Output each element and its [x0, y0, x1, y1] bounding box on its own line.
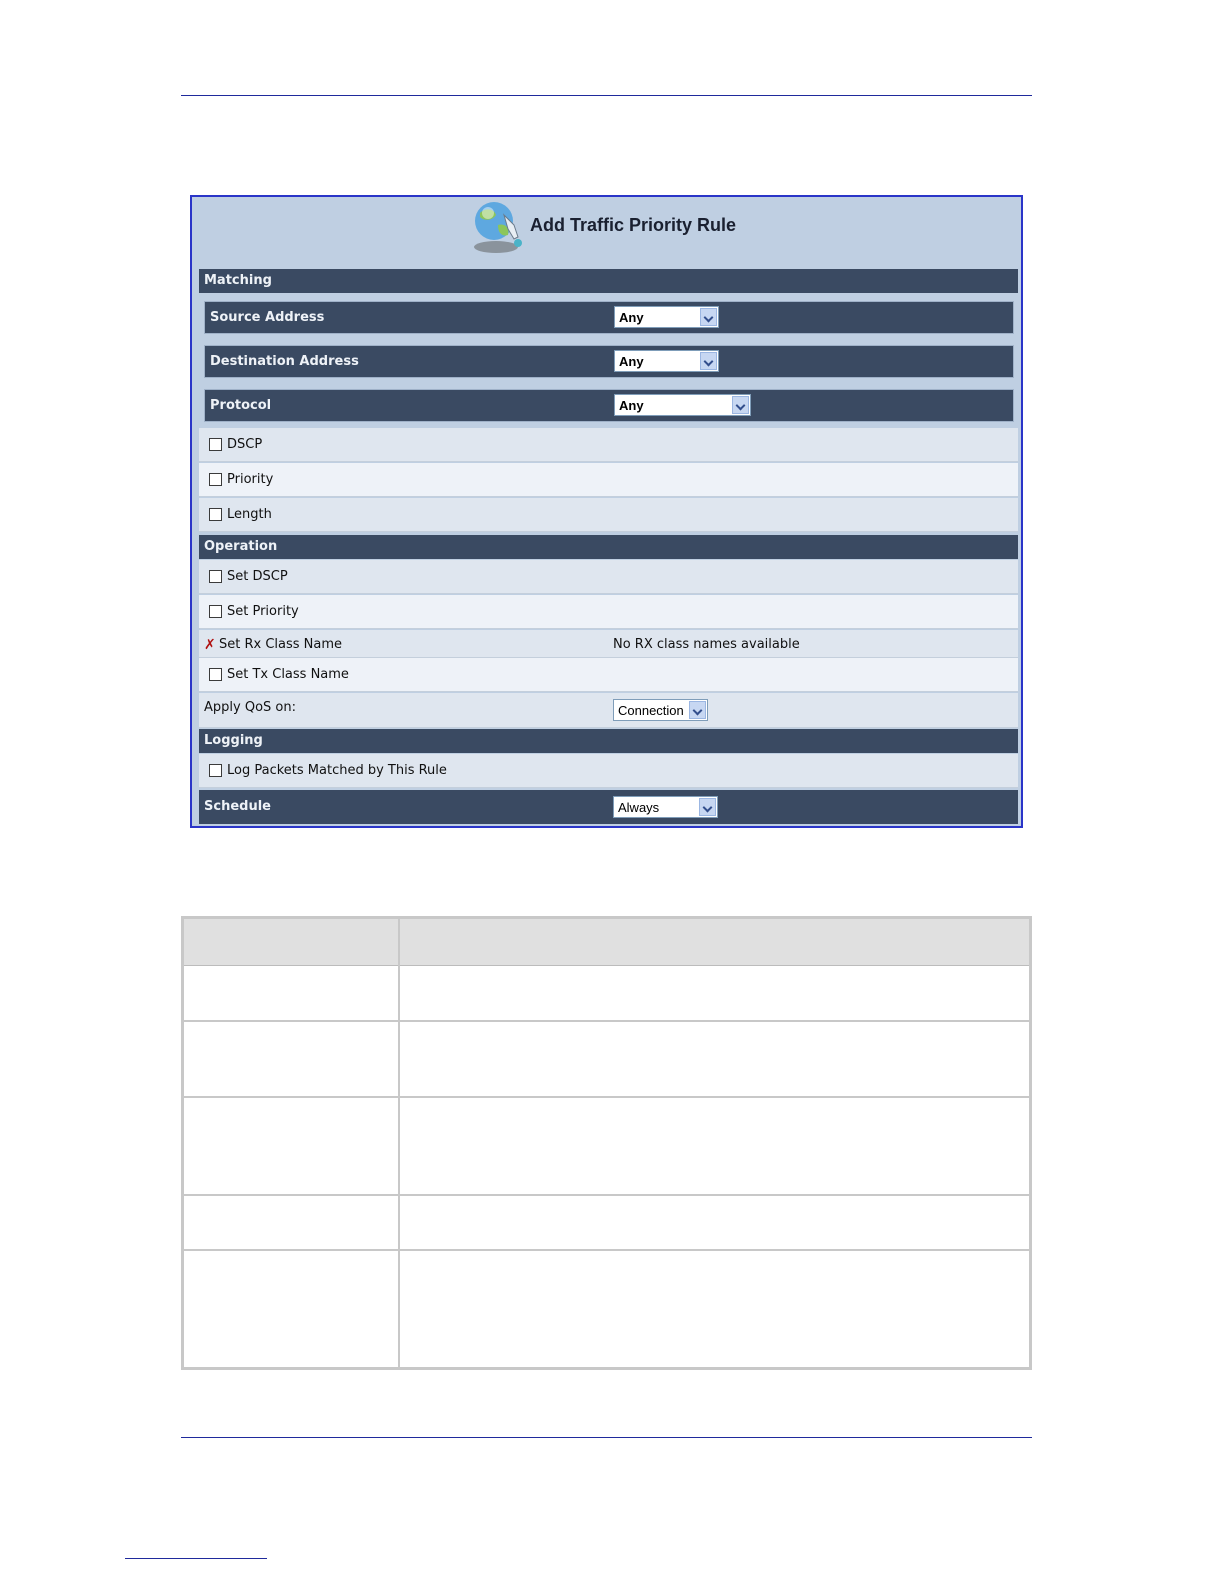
log-packets-label: Log Packets Matched by This Rule — [227, 763, 447, 778]
source-address-row — [204, 301, 1014, 334]
source-address-value: Any — [619, 310, 644, 325]
length-row — [199, 498, 1018, 532]
footnote-rule — [125, 1558, 267, 1559]
schedule-select[interactable] — [613, 796, 718, 818]
table-row-divider — [184, 1096, 1029, 1098]
apply-qos-label: Apply QoS on: — [204, 700, 296, 715]
protocol-value: Any — [619, 398, 644, 413]
apply-qos-value: Connection — [618, 703, 684, 718]
set-tx-class-label: Set Tx Class Name — [227, 667, 349, 682]
set-dscp-row — [199, 560, 1018, 594]
destination-address-row — [204, 345, 1014, 378]
apply-qos-row — [199, 693, 1018, 728]
set-rx-class-row — [199, 630, 1018, 658]
protocol-select[interactable] — [614, 394, 751, 416]
set-priority-label: Set Priority — [227, 604, 299, 619]
priority-row — [199, 463, 1018, 497]
x-mark-icon: ✗ — [204, 637, 216, 653]
dialog-header — [192, 197, 1021, 269]
set-tx-class-checkbox[interactable] — [209, 668, 222, 681]
section-matching: Matching — [199, 269, 1018, 293]
set-tx-class-row — [199, 658, 1018, 692]
page-footer-rule — [181, 1437, 1032, 1438]
destination-address-value: Any — [619, 354, 644, 369]
destination-address-label: Destination Address — [210, 354, 359, 369]
table-column-divider — [398, 919, 400, 1367]
chevron-down-icon — [689, 701, 706, 719]
schedule-label: Schedule — [204, 799, 271, 814]
protocol-row — [204, 389, 1014, 422]
length-label: Length — [227, 507, 272, 522]
set-dscp-label: Set DSCP — [227, 569, 288, 584]
chevron-down-icon — [700, 352, 717, 370]
section-logging: Logging — [199, 729, 1018, 753]
set-priority-checkbox[interactable] — [209, 605, 222, 618]
section-schedule — [199, 790, 1018, 824]
table-row-divider — [184, 1249, 1029, 1251]
chevron-down-icon — [699, 798, 716, 816]
chevron-down-icon — [700, 308, 717, 326]
globe-icon — [470, 199, 526, 257]
section-operation: Operation — [199, 535, 1018, 559]
dialog-title: Add Traffic Priority Rule — [530, 215, 737, 235]
set-priority-row — [199, 595, 1018, 629]
dscp-row — [199, 428, 1018, 462]
table-row-divider — [184, 1194, 1029, 1196]
source-address-label: Source Address — [210, 310, 325, 325]
table-row-divider — [184, 1020, 1029, 1022]
log-packets-checkbox[interactable] — [209, 764, 222, 777]
source-address-select[interactable] — [614, 306, 719, 328]
length-checkbox[interactable] — [209, 508, 222, 521]
apply-qos-select[interactable] — [613, 699, 708, 721]
table-header — [184, 919, 1029, 966]
set-dscp-checkbox[interactable] — [209, 570, 222, 583]
dscp-checkbox[interactable] — [209, 438, 222, 451]
log-packets-row — [199, 754, 1018, 788]
add-traffic-priority-rule-dialog — [190, 195, 1023, 828]
page-header-rule — [181, 95, 1032, 96]
priority-label: Priority — [227, 472, 274, 487]
set-rx-class-label: Set Rx Class Name — [219, 637, 343, 652]
chevron-down-icon — [732, 396, 749, 414]
schedule-value: Always — [618, 800, 660, 815]
priority-checkbox[interactable] — [209, 473, 222, 486]
dscp-label: DSCP — [227, 437, 263, 452]
rx-class-status: No RX class names available — [613, 637, 800, 652]
protocol-label: Protocol — [210, 398, 272, 413]
parameter-description-table — [181, 916, 1032, 1370]
destination-address-select[interactable] — [614, 350, 719, 372]
